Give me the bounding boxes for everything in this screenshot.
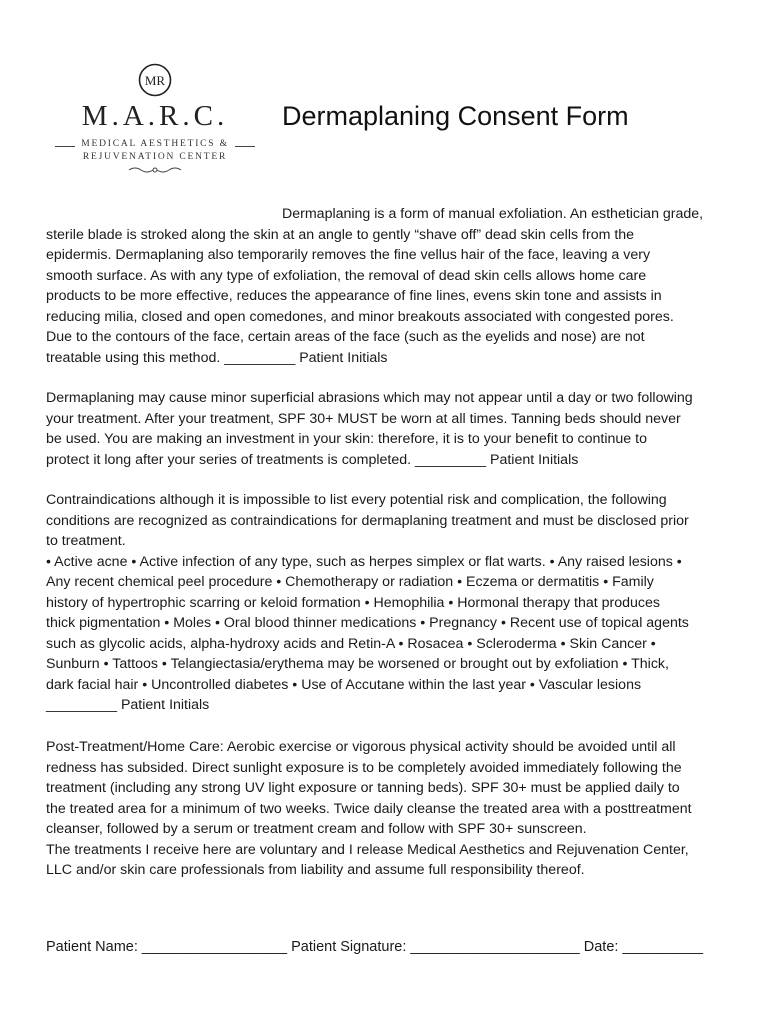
text-line: Contraindications although it is impossible to list every potential risk and complication, the following xyxy=(46,492,667,508)
text-line: • Active acne • Active infection of any type, such as herpes simplex or flat warts. • Any raised lesions • xyxy=(46,553,682,570)
text-line: to treatment. xyxy=(46,533,126,549)
monogram-text: MR xyxy=(144,73,166,88)
text-line: Sunburn • Tattoos • Telangiectasia/erythema may be worsened or brought out by exfoliation • Thick, xyxy=(46,656,669,672)
text-line: Any recent chemical peel procedure • Chemotherapy or radiation • Eczema or dermatitis • Family xyxy=(46,574,654,590)
clinic-brand: M.A.R.C. xyxy=(81,100,229,132)
text-line: reducing milia, closed and open comedones, and minor breakouts associated with congested pores. xyxy=(46,308,674,325)
mr-monogram-icon xyxy=(137,62,173,98)
clinic-logo xyxy=(55,62,255,177)
text-line: products to be more effective, reduces the appearance of fine lines, evens skin tone and assists in xyxy=(46,288,662,304)
text-line: sterile blade is stroked along the skin at an angle to gently “shave off” dead skin cells from the xyxy=(46,226,635,243)
text-line: epidermis. Dermaplaning also temporarily removes the fine vellus hair of the face, leaving a very xyxy=(46,247,651,263)
flourish-ornament-icon xyxy=(127,165,183,175)
form-title: Dermaplaning Consent Form xyxy=(282,101,629,131)
text-line: the treated area for a minimum of two weeks. Twice daily cleanse the treated area with a posttreatment xyxy=(46,800,692,817)
text-line: Due to the contours of the face, certain areas of the face (such as the eyelids and nose) are not xyxy=(46,329,645,345)
initials-line[interactable]: treatable using this method. _________ Patient Initials xyxy=(46,349,388,366)
text-line: conditions are recognized as contraindications for dermaplaning treatment and must be disclosed prior xyxy=(46,512,689,529)
aftercare-paragraph xyxy=(46,388,746,470)
text-line: The treatments I receive here are voluntary and I release Medical Aesthetics and Rejuvenation Center, xyxy=(46,841,689,858)
signature-line[interactable]: Patient Name: __________________ Patient Signature: _____________________ Date: __________ xyxy=(46,939,704,955)
intro-paragraph xyxy=(46,204,746,368)
text-line: redness has subsided. Direct sunlight exposure is to be completely avoided immediately following the xyxy=(46,759,682,776)
text-line: such as glycolic acids, alpha-hydroxy acids and Retin-A • Rosacea • Scleroderma • Skin Cancer • xyxy=(46,635,656,652)
text-line: your treatment. After your treatment, SPF 30+ MUST be worn at all times. Tanning beds should never xyxy=(46,410,681,427)
text-line: Post-Treatment/Home Care: Aerobic exercise or vigorous physical activity should be avoided until all xyxy=(46,739,676,755)
text-line: be used. You are making an investment in your skin: therefore, it is to your benefit to continue to xyxy=(46,431,647,447)
text-line: treatment (including any strong UV light exposure or tanning beds). SPF 30+ must be applied daily to xyxy=(46,780,680,796)
contraindications-paragraph xyxy=(46,490,746,716)
text-line: history of hypertrophic scarring or keloid formation • Hemophilia • Hormonal therapy that produces xyxy=(46,594,660,611)
text-line: thick pigmentation • Moles • Oral blood thinner medications • Pregnancy • Recent use of topical agents xyxy=(46,615,689,631)
text-line: cleanser, followed by a serum or treatment cream and follow with SPF 30+ sunscreen. xyxy=(46,821,587,837)
clinic-subtitle-line2: REJUVENATION CENTER xyxy=(82,152,228,162)
post-treatment-paragraph xyxy=(46,737,746,881)
initials-line[interactable]: _________ Patient Initials xyxy=(46,697,210,713)
text-line: LLC and/or skin care professionals from liability and assume full responsibility thereof. xyxy=(46,862,585,878)
clinic-subtitle-line1: MEDICAL AESTHETICS & xyxy=(81,139,229,149)
text-line: smooth surface. As with any type of exfoliation, the removal of dead skin cells allows home care xyxy=(46,267,647,284)
text-line: Dermaplaning is a form of manual exfoliation. An esthetician grade, xyxy=(282,206,704,222)
text-line: Dermaplaning may cause minor superficial abrasions which may not appear until a day or two following xyxy=(46,390,693,406)
initials-line[interactable]: protect it long after your series of treatments is completed. _________ Patient Initials xyxy=(46,451,579,468)
text-line: dark facial hair • Uncontrolled diabetes • Use of Accutane within the last year • Vascular lesions xyxy=(46,676,642,693)
